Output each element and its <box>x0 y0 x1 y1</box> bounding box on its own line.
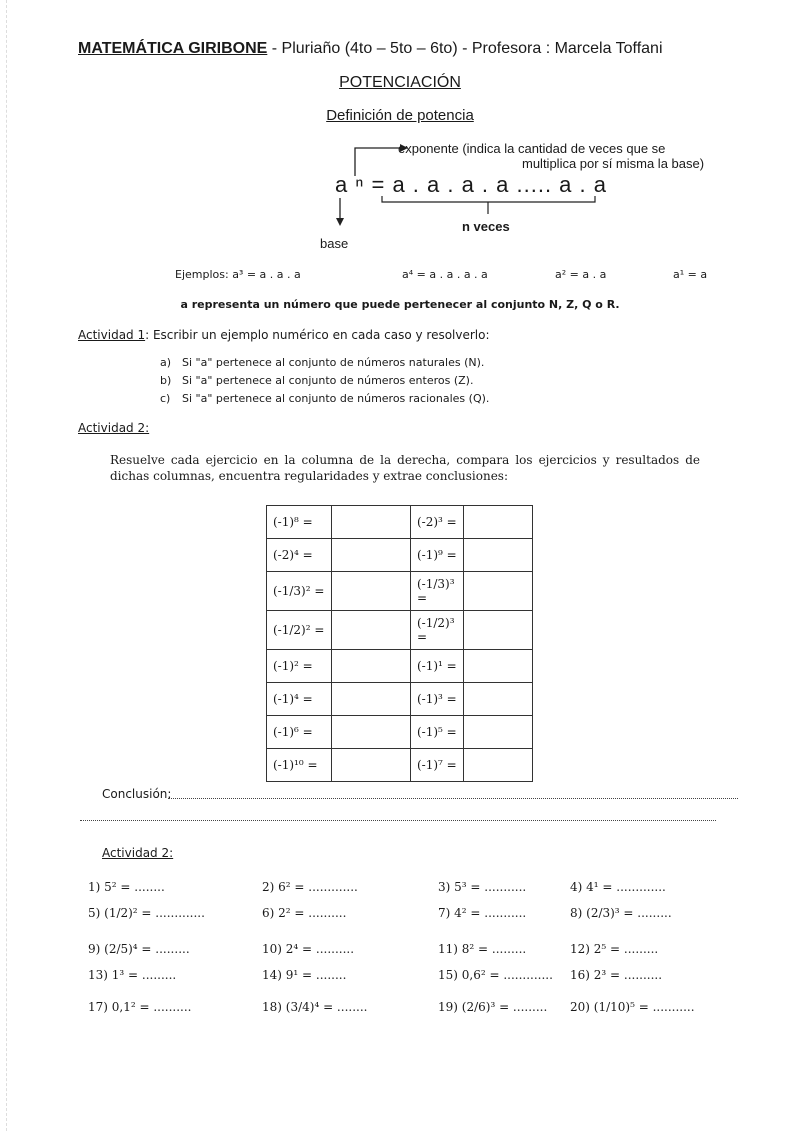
exercise: 10) 2⁴ = .......... <box>262 942 355 956</box>
exercise: 1) 5² = ........ <box>88 880 165 894</box>
exercise: 17) 0,1² = .......... <box>88 1000 192 1014</box>
example-1: Ejemplos: a³ = a . a . a <box>175 268 301 281</box>
item-text: Si "a" pertenece al conjunto de números enteros (Z). <box>182 374 474 387</box>
table-row <box>267 716 533 749</box>
right-exercise: (-1)¹ = <box>411 650 464 683</box>
right-exercise: (-1)³ = <box>411 683 464 716</box>
page-title: POTENCIACIÓN <box>339 74 461 91</box>
left-answer-cell[interactable] <box>332 506 411 539</box>
left-exercise: (-2)⁴ = <box>267 539 332 572</box>
exercise: 15) 0,6² = ............. <box>438 968 553 982</box>
table-row <box>267 650 533 683</box>
activity1-label: Actividad 1 <box>78 328 146 342</box>
conclusion-label: Conclusión: <box>102 787 172 801</box>
exercise: 8) (2/3)³ = ......... <box>570 906 672 920</box>
right-answer-cell[interactable] <box>464 611 533 650</box>
left-answer-cell[interactable] <box>332 749 411 782</box>
exercise: 11) 8² = ......... <box>438 942 527 956</box>
base-label: base <box>320 236 349 251</box>
n-veces-label: n veces <box>462 219 510 234</box>
represents-note: a representa un número que puede pertenecer al conjunto N, Z, Q o R. <box>180 298 620 311</box>
right-answer-cell[interactable] <box>464 716 533 749</box>
table-row <box>267 749 533 782</box>
item-text: Si "a" pertenece al conjunto de números racionales (Q). <box>182 392 490 405</box>
right-answer-cell[interactable] <box>464 572 533 611</box>
right-answer-cell[interactable] <box>464 749 533 782</box>
activity1-item <box>160 356 484 369</box>
left-exercise: (-1)⁶ = <box>267 716 332 749</box>
table-row <box>267 572 533 611</box>
exercise: 7) 4² = ........... <box>438 906 527 920</box>
example-4: a¹ = a <box>673 268 708 281</box>
exercise: 9) (2/5)⁴ = ......... <box>88 942 190 956</box>
right-answer-cell[interactable] <box>464 506 533 539</box>
right-exercise: (-2)³ = <box>411 506 464 539</box>
left-answer-cell[interactable] <box>332 539 411 572</box>
left-exercise: (-1)² = <box>267 650 332 683</box>
left-exercise: (-1/3)² = <box>267 572 332 611</box>
exponent-label-2: multiplica por sí misma la base) <box>522 156 705 171</box>
exercise: 13) 1³ = ......... <box>88 968 177 982</box>
item-letter: b) <box>160 374 172 387</box>
powers-table <box>266 505 533 782</box>
left-answer-cell[interactable] <box>332 611 411 650</box>
right-exercise: (-1/3)³ = <box>411 572 464 611</box>
right-answer-cell[interactable] <box>464 650 533 683</box>
left-answer-cell[interactable] <box>332 716 411 749</box>
left-exercise: (-1)⁸ = <box>267 506 332 539</box>
school-name: MATEMÁTICA GIRIBONE <box>78 40 268 57</box>
activity2-label: Actividad 2: <box>78 421 150 435</box>
page-subtitle: Definición de potencia <box>326 107 474 124</box>
exercise: 20) (1/10)⁵ = ........... <box>570 1000 695 1014</box>
activity1-item <box>160 374 473 387</box>
activity1-heading <box>78 328 490 342</box>
left-answer-cell[interactable] <box>332 650 411 683</box>
activity2-instructions: Resuelve cada ejercicio en la columna de la derecha, compara los ejercicios y resultados de dichas columnas, encuentra regularidades y extrae conclusiones: <box>110 453 700 483</box>
table-row <box>267 539 533 572</box>
left-exercise: (-1)¹⁰ = <box>267 749 332 782</box>
exercise: 14) 9¹ = ........ <box>262 968 347 982</box>
example-2: a⁴ = a . a . a . a <box>402 268 488 281</box>
right-exercise: (-1/2)³ = <box>411 611 464 650</box>
conclusion-line-1[interactable] <box>168 798 738 799</box>
exercise: 6) 2² = .......... <box>262 906 347 920</box>
exercise: 3) 5³ = ........... <box>438 880 527 894</box>
base-arrowhead <box>336 218 344 226</box>
left-answer-cell[interactable] <box>332 683 411 716</box>
exercise: 12) 2⁵ = ......... <box>570 942 659 956</box>
power-formula: a ⁿ = a . a . a . a ..... a . a <box>335 172 607 197</box>
exercise: 4) 4¹ = ............. <box>570 880 666 894</box>
conclusion-line-2[interactable] <box>80 820 716 821</box>
exercise: 2) 6² = ............. <box>262 880 358 894</box>
exponent-label-1: exponente (indica la cantidad de veces que se <box>398 141 666 156</box>
left-answer-cell[interactable] <box>332 572 411 611</box>
activity1-item <box>160 392 489 405</box>
item-letter: a) <box>160 356 172 369</box>
left-exercise: (-1/2)² = <box>267 611 332 650</box>
table-row <box>267 506 533 539</box>
left-exercise: (-1)⁴ = <box>267 683 332 716</box>
header <box>78 40 663 58</box>
table-row <box>267 683 533 716</box>
right-answer-cell[interactable] <box>464 683 533 716</box>
page-edge <box>6 0 8 1131</box>
exercise: 18) (3/4)⁴ = ........ <box>262 1000 368 1014</box>
right-answer-cell[interactable] <box>464 539 533 572</box>
right-exercise: (-1)⁹ = <box>411 539 464 572</box>
right-exercise: (-1)⁷ = <box>411 749 464 782</box>
right-exercise: (-1)⁵ = <box>411 716 464 749</box>
activity1-text: : Escribir un ejemplo numérico en cada caso y resolverlo: <box>145 328 490 342</box>
table-row <box>267 611 533 650</box>
example-3: a² = a . a <box>555 268 607 281</box>
item-letter: c) <box>160 392 171 405</box>
item-text: Si "a" pertenece al conjunto de números naturales (N). <box>182 356 485 369</box>
exercise: 5) (1/2)² = ............. <box>88 906 205 920</box>
header-rest: - Pluriaño (4to – 5to – 6to) - Profesora : Marcela Toffani <box>267 40 663 57</box>
activity3-label: Actividad 2: <box>102 846 174 860</box>
exercise: 16) 2³ = .......... <box>570 968 663 982</box>
exercise: 19) (2/6)³ = ......... <box>438 1000 548 1014</box>
